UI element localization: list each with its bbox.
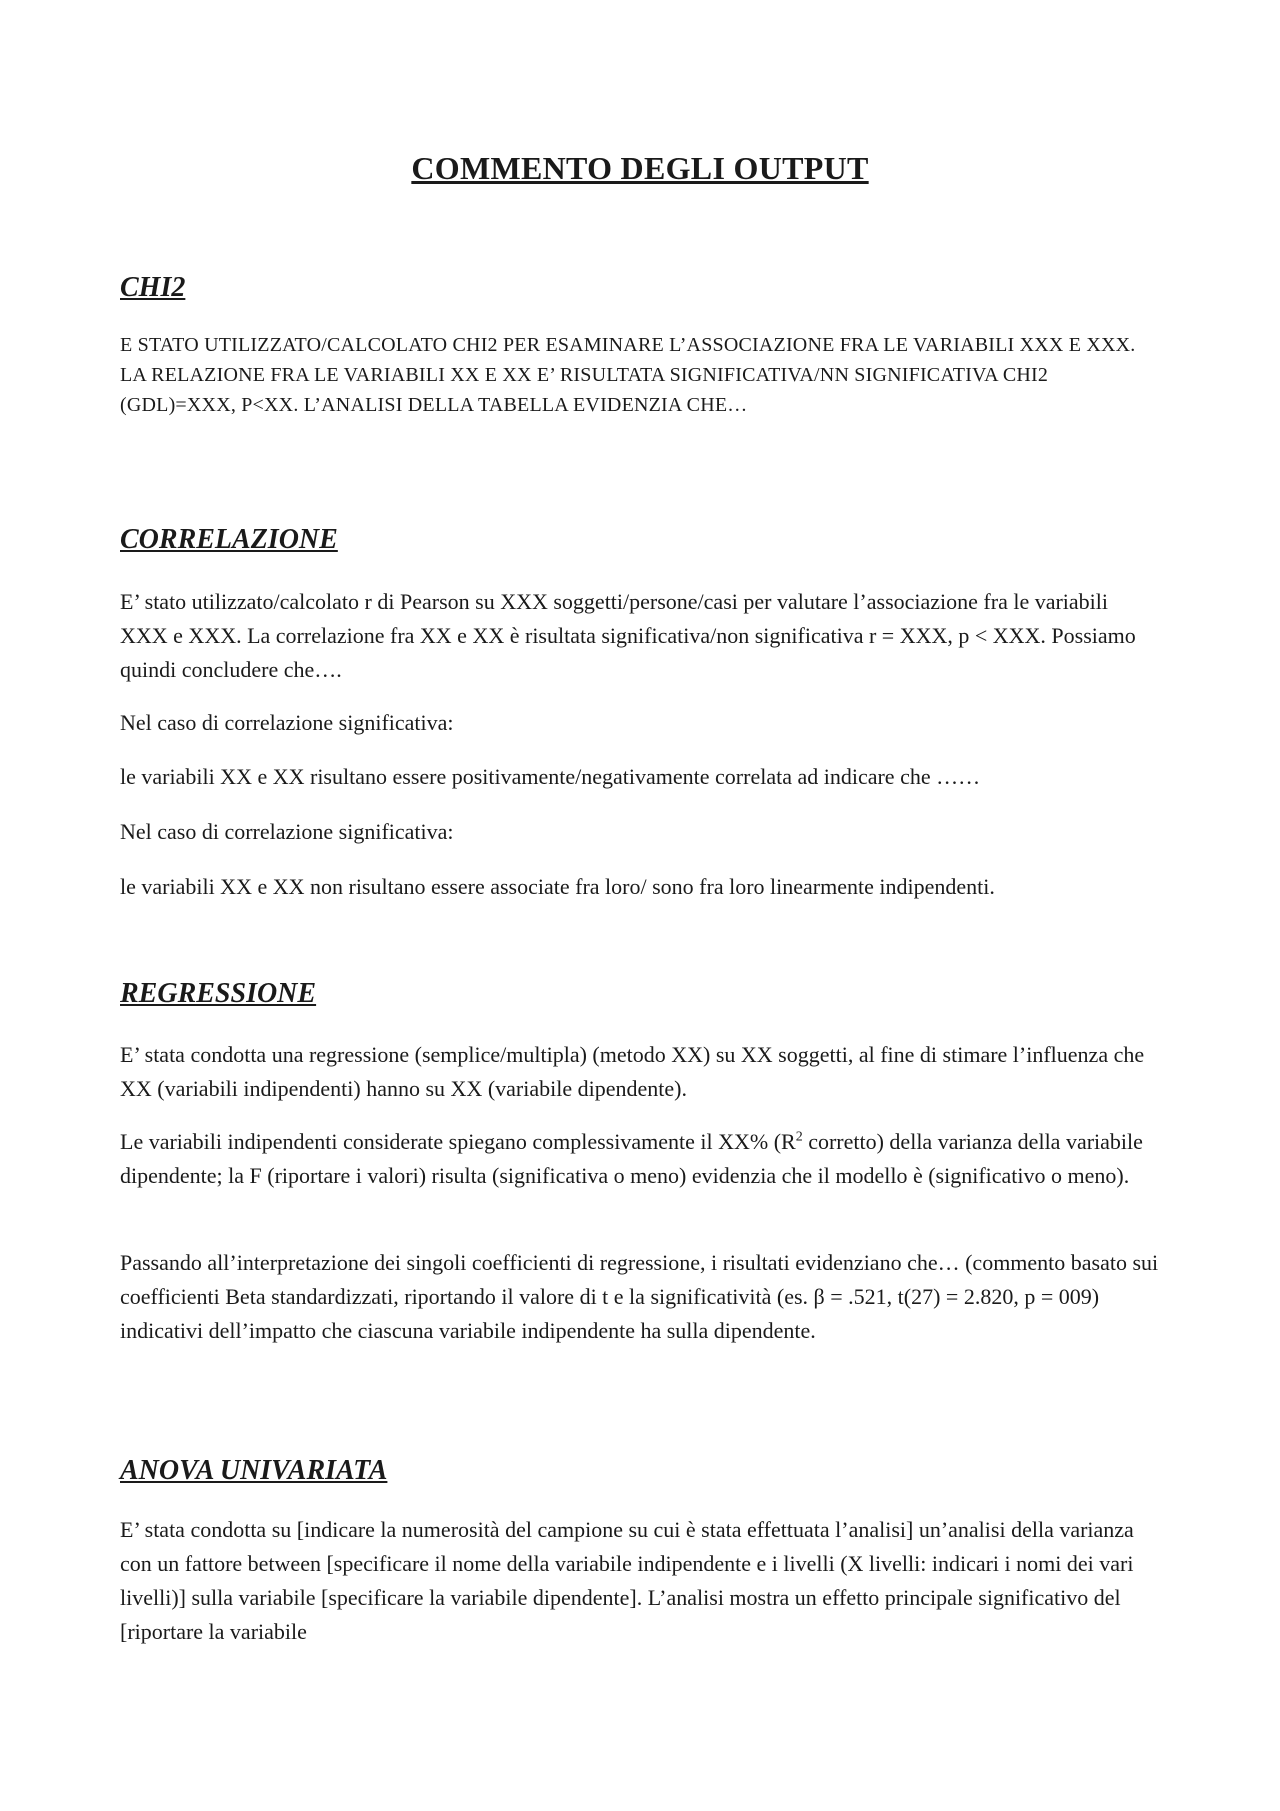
regressione-paragraph-2-end: corretto) della varianza della variabile dipendente; la F (riportare i valori) risulta (significativa o meno) evidenzia che il modello è (significativo o meno). <box>120 1129 1143 1188</box>
correlazione-paragraph-1: E’ stato utilizzato/calcolato r di Pearson su XXX soggetti/persone/casi per valutare l’associazione fra le variabili XXX e XXX. La correlazione fra XX e XX è risultata significativa/non significativa r = XXX, p < XXX. Possiamo quindi concludere che…. <box>120 589 1136 682</box>
section-heading-anova: ANOVA UNIVARIATA <box>120 1455 388 1486</box>
regressione-paragraph-1: E’ stata condotta una regressione (semplice/multipla) (metodo XX) su XX soggetti, al fine di stimare l’influenza che XX (variabili indipendenti) hanno su XX (variabile dipendente). <box>120 1042 1145 1101</box>
correlazione-paragraph-5: le variabili XX e XX non risultano essere associate fra loro/ sono fra loro linearmente indipendenti. <box>120 874 995 899</box>
r-squared-superscript: 2 <box>795 1129 803 1145</box>
correlazione-paragraph-4: Nel caso di correlazione significativa: <box>120 819 454 844</box>
anova-paragraph-1: E’ stata condotta su [indicare la numerosità del campione su cui è stata effettuata l’analisi] un’analisi della varianza con un fattore between [specificare il nome della variabile indipendente e i livelli (X livelli: indicari i nomi dei vari livelli)] sulla variabile [specificare la variabile dipendente]. L’analisi mostra un effetto principale significativo del [riportare la variabile <box>120 1517 1134 1644</box>
correlazione-paragraph-3: le variabili XX e XX risultano essere positivamente/negativamente correlata ad indicare che …… <box>120 764 981 789</box>
section-heading-regressione: REGRESSIONE <box>120 978 317 1009</box>
page-title: COMMENTO DEGLI OUTPUT <box>411 150 869 186</box>
section-heading-chi2: CHI2 <box>120 272 186 303</box>
chi2-paragraph: E STATO UTILIZZATO/CALCOLATO CHI2 PER ESAMINARE L’ASSOCIAZIONE FRA LE VARIABILI XXX E XXX. LA RELAZIONE FRA LE VARIABILI XX E XX E’ RISULTATA SIGNIFICATIVA/NN SIGNIFICATIVA CHI2 (GDL)=XXX, P<XX. L’ANALISI DELLA TABELLA EVIDENZIA CHE… <box>120 334 1136 416</box>
section-heading-correlazione: CORRELAZIONE <box>120 524 338 555</box>
regressione-paragraph-2-start: Le variabili indipendenti considerate spiegano complessivamente il XX% (R <box>120 1129 796 1154</box>
regressione-paragraph-2 <box>120 1125 1160 1193</box>
regressione-paragraph-3: Passando all’interpretazione dei singoli coefficienti di regressione, i risultati evidenziano che… (commento basato sui coefficienti Beta standardizzati, riportando il valore di t e la significatività (es. β = .521, t(27) = 2.820, p = 009) indicativi dell’impatto che ciascuna variabile indipendente ha sulla dipendente. <box>120 1250 1159 1343</box>
correlazione-paragraph-2: Nel caso di correlazione significativa: <box>120 710 454 735</box>
